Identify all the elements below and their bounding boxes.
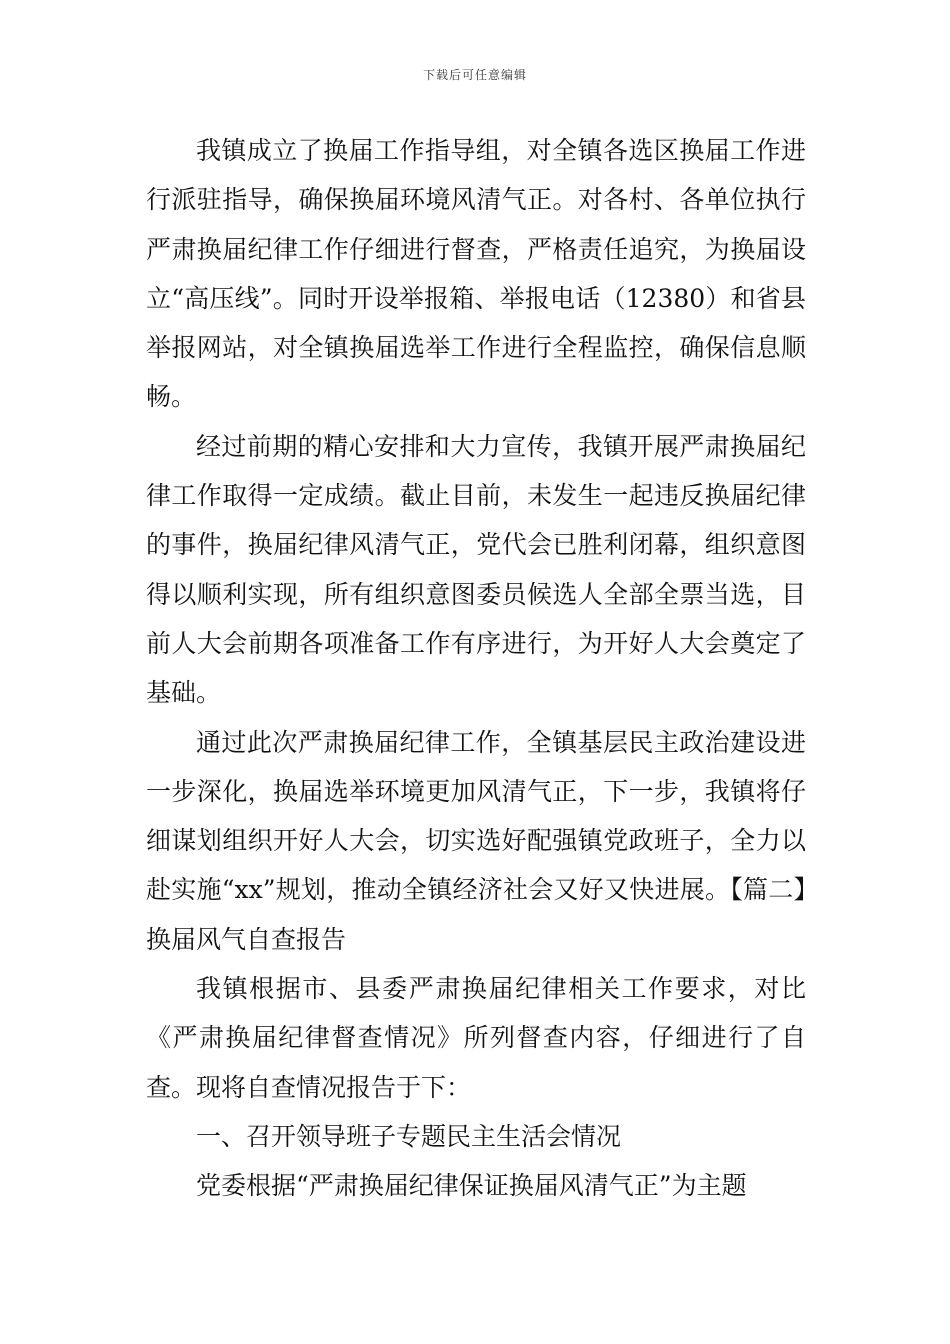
document-body	[146, 126, 806, 1211]
paragraph-5: 党委根据“严肃换届纪律保证换届风清气正”为主题	[196, 1171, 747, 1201]
paragraph-4: 我镇根据市、县委严肃换届纪律相关工作要求，对比《严肃换届纪律督查情况》所列督查内容，仔细进行了自查。现将自查情况报告于下：	[146, 974, 806, 1102]
section-heading-1: 一、召开领导班子专题民主生活会情况	[196, 1121, 622, 1151]
paragraph-2: 经过前期的精心安排和大力宣传，我镇开展严肃换届纪律工作取得一定成绩。截止目前，未发生一起违反换届纪律的事件，换届纪律风清气正，党代会已胜利闭幕，组织意图得以顺利实现，所有组织意图委员候选人全部全票当选，目前人大会前期各项准备工作有序进行，为开好人大会奠定了基础。	[146, 431, 806, 708]
paragraph-3: 通过此次严肃换届纪律工作，全镇基层民主政治建设进一步深化，换届选举环境更加风清气正，下一步，我镇将仔细谋划组织开好人大会，切实选好配强镇党政班子，全力以赴实施“xx”规划，推动全镇经济社会又好又快进展。【篇二】换届风气自查报告	[146, 727, 806, 954]
paragraph-1: 我镇成立了换届工作指导组，对全镇各选区换届工作进行派驻指导，确保换届环境风清气正。对各村、各单位执行严肃换届纪律工作仔细进行督查，严格责任追究，为换届设立“高压线”。同时开设举报箱、举报电话（12380）和省县举报网站，对全镇换届选举工作进行全程监控，确保信息顺畅。	[146, 136, 806, 412]
page-header-note: 下载后可任意编辑	[422, 68, 527, 82]
